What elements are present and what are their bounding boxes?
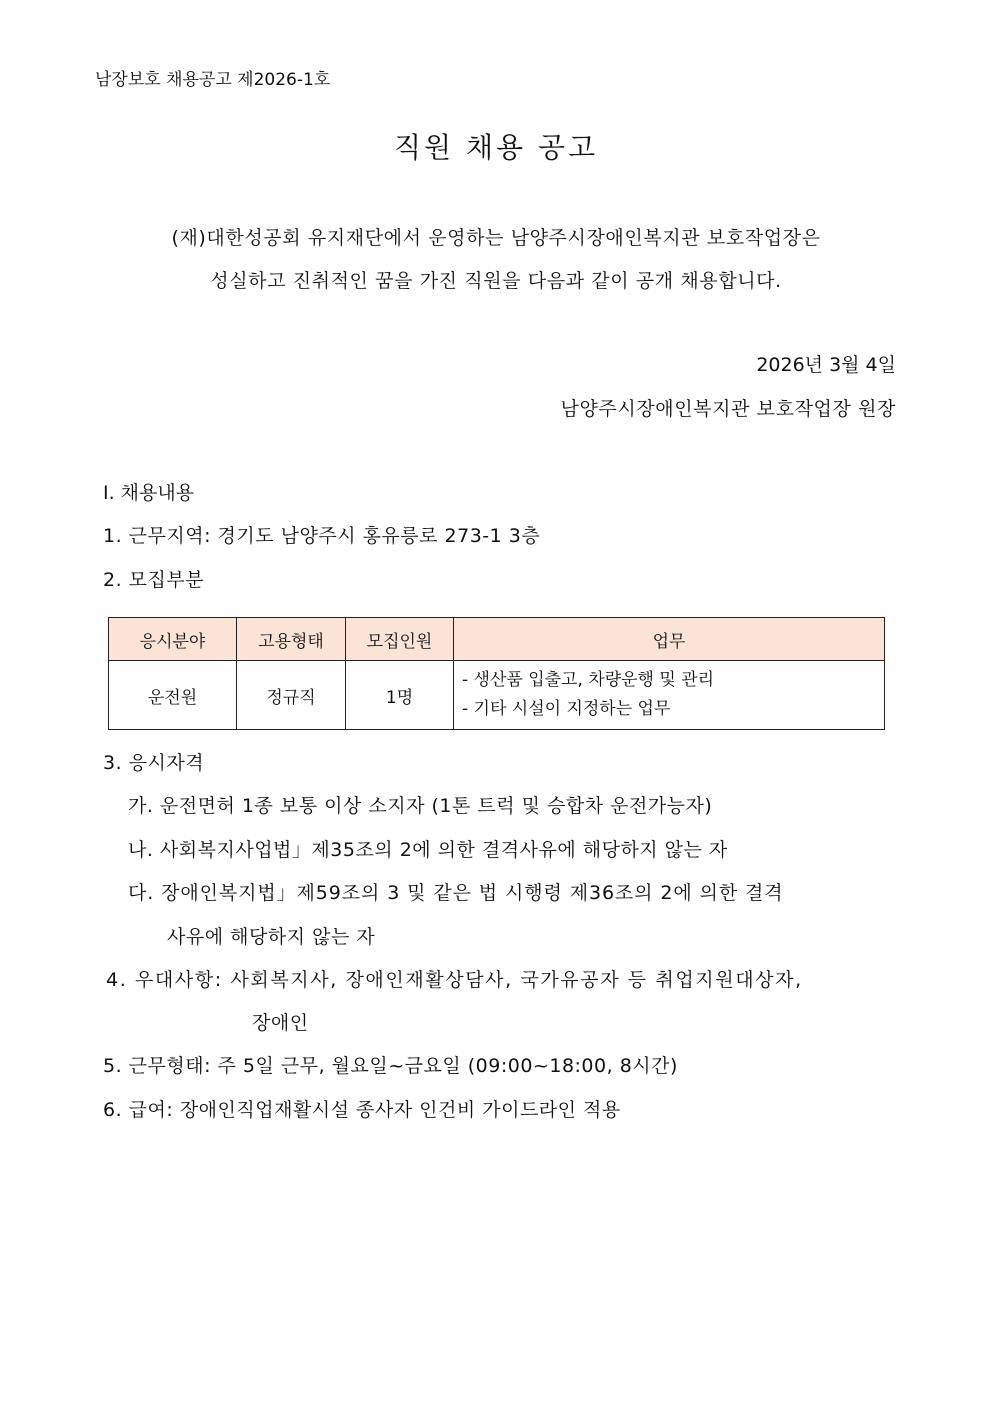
header-field: 응시분야 (109, 618, 237, 661)
qualification-da-continued: 사유에 해당하지 않는 자 (167, 926, 376, 948)
recruitment-table (108, 617, 885, 730)
qualification-ga: 가. 운전면허 1종 보통 이상 소지자 (1톤 트럭 및 승합차 운전가능자) (128, 795, 713, 817)
item-preferences: 4. 우대사항: 사회복지사, 장애인재활상담사, 국가유공자 등 취업지원대상자, (106, 969, 803, 991)
intro-line-2: 성실하고 진취적인 꿈을 가진 직원을 다음과 같이 공개 채용합니다. (210, 270, 782, 292)
cell-duties (454, 661, 885, 730)
cell-field: 운전원 (109, 661, 237, 730)
table-row (109, 661, 885, 730)
header-employment-type: 고용형태 (237, 618, 346, 661)
item-work-schedule: 5. 근무형태: 주 5일 근무, 월요일~금요일 (09:00~18:00, 8시간) (103, 1055, 678, 1077)
cell-headcount: 1명 (346, 661, 454, 730)
item-recruit-section: 2. 모집부분 (103, 569, 205, 591)
header-duties: 업무 (454, 618, 885, 661)
item-work-location: 1. 근무지역: 경기도 남양주시 홍유릉로 273-1 3층 (103, 525, 541, 547)
duty-line-1: - 생산품 입출고, 차량운행 및 관리 (462, 670, 715, 690)
header-headcount: 모집인원 (346, 618, 454, 661)
document-number: 남장보호 채용공고 제2026-1호 (95, 70, 331, 90)
qualification-na: 나. 사회복지사업법」제35조의 2에 의한 결격사유에 해당하지 않는 자 (128, 839, 728, 861)
table-header-row (109, 618, 885, 661)
item-salary: 6. 급여: 장애인직업재활시설 종사자 인건비 가이드라인 적용 (103, 1099, 621, 1121)
qualification-da: 다. 장애인복지법」제59조의 3 및 같은 법 시행령 제36조의 2에 의한 결격 (128, 882, 784, 904)
cell-employment-type: 정규직 (237, 661, 346, 730)
announcement-date: 2026년 3월 4일 (756, 354, 896, 376)
item-qualifications: 3. 응시자격 (103, 752, 205, 774)
page-title: 직원 채용 공고 (393, 131, 599, 164)
intro-line-1: (재)대한성공회 유지재단에서 운영하는 남양주시장애인복지관 보호작업장은 (171, 227, 821, 249)
item-preferences-continued: 장애인 (252, 1012, 309, 1034)
signer: 남양주시장애인복지관 보호작업장 원장 (560, 398, 896, 420)
section-title: Ⅰ. 채용내용 (103, 482, 195, 504)
duty-line-2: - 기타 시설이 지정하는 업무 (462, 699, 671, 719)
